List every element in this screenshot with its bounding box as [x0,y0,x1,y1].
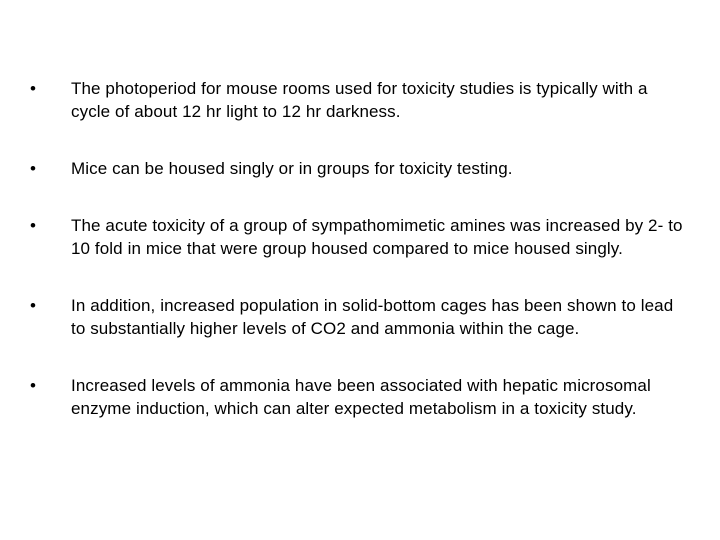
bullet-dot: • [30,79,37,98]
bullet-dot: • [30,159,37,178]
bullet-text: Mice can be housed singly or in groups for toxicity testing. [71,159,513,178]
bullet-dot: • [30,376,37,395]
bullet-item-housing [30,157,690,180]
bullet-text: Increased levels of ammonia have been associated with hepatic microsomal enzyme induction, which can alter expected metabolism in a toxicity study. [71,376,651,418]
bullet-item-photoperiod [30,77,690,123]
bullet-text: In addition, increased population in solid-bottom cages has been shown to lead to substantially higher levels of CO2 and ammonia within the cage. [71,296,674,338]
bullet-dot: • [30,216,37,235]
bullet-item-acute-toxicity [30,214,690,260]
bullet-text: The photoperiod for mouse rooms used for toxicity studies is typically with a cycle of about 12 hr light to 12 hr darkness. [71,79,648,121]
bullet-text: The acute toxicity of a group of sympathomimetic amines was increased by 2- to 10 fold in mice that were group housed compared to mice housed singly. [71,216,683,258]
bullet-item-ammonia [30,374,690,420]
bullet-list [30,77,690,420]
bullet-dot: • [30,296,37,315]
bullet-item-population [30,294,690,340]
